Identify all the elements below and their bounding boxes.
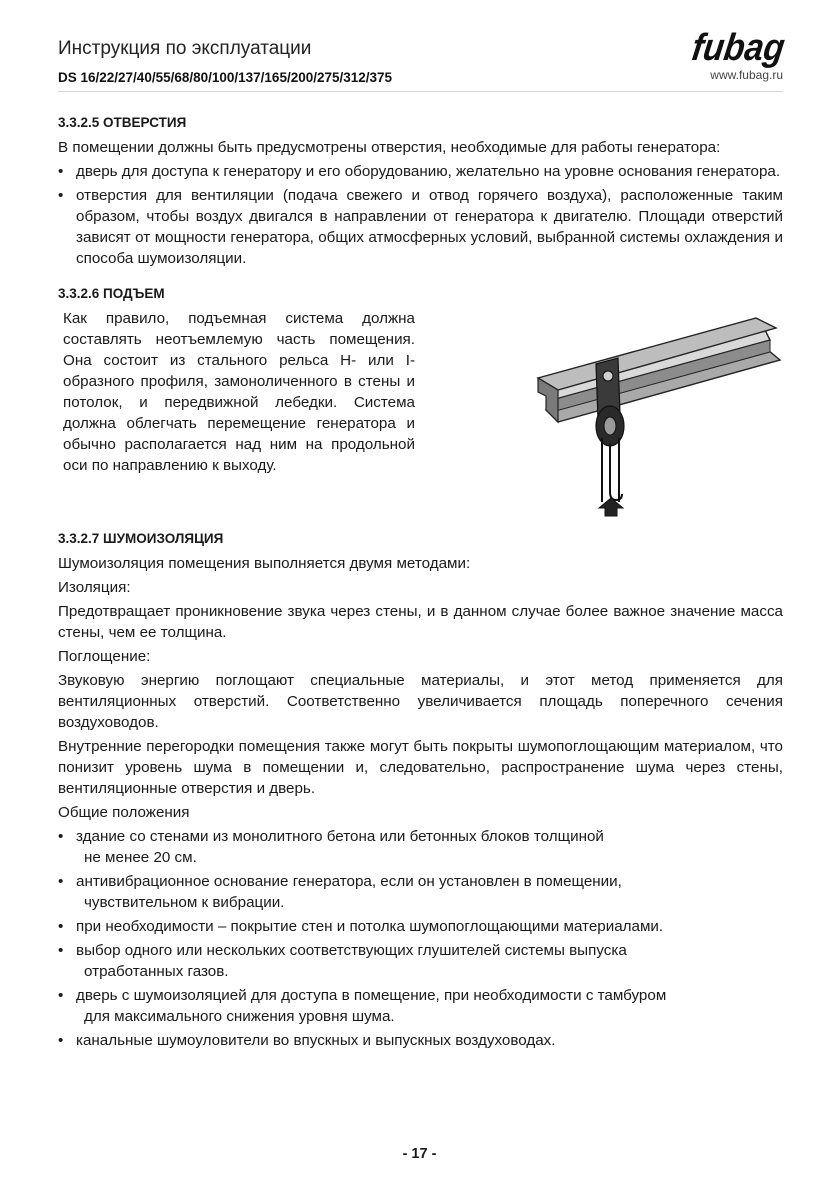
fubag-logo-text: fubag: [689, 26, 799, 69]
section-heading: 3.3.2.6 ПОДЪЕМ: [58, 286, 165, 301]
lift-description: [63, 308, 415, 479]
list-item-text: дверь для доступа к генератору и его оборудованию, желательно на уровне основания генератора.: [76, 163, 781, 180]
section-heading: 3.3.2.7 ШУМОИЗОЛЯЦИЯ: [58, 531, 224, 546]
list-item: [58, 1030, 783, 1051]
holes-list: [58, 161, 783, 269]
bullet: •: [58, 942, 64, 959]
section-holes: [58, 114, 783, 269]
general-list: [58, 826, 783, 1051]
list-item: [58, 985, 783, 1027]
website-url: www.fubag.ru: [710, 68, 783, 82]
subheading-absorption: Поглощение:: [58, 648, 151, 665]
model-list: DS 16/22/27/40/55/68/80/100/137/165/200/275/312/375: [58, 70, 393, 85]
bullet: •: [58, 918, 64, 935]
subheading-general: Общие положения: [58, 804, 190, 821]
hoist-rail-illustration: [480, 306, 780, 518]
paragraph: Предотвращает проникновение звука через стены, и в данном случае более важное значение масса стены, чем ее толщина.: [58, 603, 783, 641]
list-item: [58, 826, 783, 868]
paragraph: Как правило, подъемная система должна составлять неотъемлемую часть помещения. Она состоит из стального рельса Н- или I-образного профиля, замоноличенного в стены и потолок, и передвижной лебедки. Система должна облегчать перемещение генератора и обычно располагается над ним на продольной оси по направлению к выходу.: [63, 310, 415, 474]
list-item: [58, 871, 783, 913]
header-divider: [58, 91, 783, 92]
bullet: •: [58, 828, 64, 845]
paragraph: Внутренние перегородки помещения также могут быть покрыты шумопоглощающим материалом, что понизит уровень шума в помещении и, следовательно, распространение шума через стены, вентиляционные отверстия и дверь.: [58, 738, 783, 797]
list-item: [58, 185, 783, 269]
list-item-text: выбор одного или нескольких соответствующих глушителей системы выпуска: [76, 942, 627, 959]
list-item: [58, 940, 783, 982]
list-item-text: антивибрационное основание генератора, если он установлен в помещении,: [76, 873, 622, 890]
section-noise: [58, 530, 783, 1051]
main-content: [58, 114, 783, 1054]
bullet: •: [58, 873, 64, 890]
list-item-continuation: чувствительном к вибрации.: [84, 894, 285, 911]
page-number: - 17 -: [402, 1146, 437, 1162]
section-heading: 3.3.2.5 ОТВЕРСТИЯ: [58, 115, 187, 130]
list-item-continuation: для максимального снижения уровня шума.: [84, 1008, 395, 1025]
subheading-isolation: Изоляция:: [58, 579, 131, 596]
document-title: Инструкция по эксплуатации: [58, 38, 312, 59]
bullet: •: [58, 187, 64, 204]
bullet: •: [58, 1032, 64, 1049]
list-item-text: здание со стенами из монолитного бетона или бетонных блоков толщиной: [76, 828, 604, 845]
section-lift: [58, 285, 783, 516]
list-item-text: канальные шумоуловители во впускных и выпускных воздуховодах.: [76, 1032, 556, 1049]
paragraph: Звуковую энергию поглощают специальные материалы, и этот метод применяется для вентиляционных отверстий. Соответственно увеличивается площадь поперечного сечения воздуховодов.: [58, 672, 783, 731]
list-item-text: отверстия для вентиляции (подача свежего и отвод горячего воздуха), расположенные таким образом, чтобы воздух двигался в направлении от генератора к двигателю. Площади отверстий зависят от мощности генератора, общих атмосферных условий, выбранной системы охлаждения и способа шумоизоляции.: [76, 187, 783, 267]
list-item: [58, 916, 783, 937]
bullet: •: [58, 987, 64, 1004]
list-item-continuation: не менее 20 см.: [84, 849, 197, 866]
paragraph: В помещении должны быть предусмотрены отверстия, необходимые для работы генератора:: [58, 139, 721, 156]
bullet: •: [58, 163, 64, 180]
list-item: [58, 161, 783, 182]
list-item-text: дверь с шумоизоляцией для доступа в помещение, при необходимости с тамбуром: [76, 987, 667, 1004]
list-item-text: при необходимости – покрытие стен и потолка шумопоглощающими материалами.: [76, 918, 664, 935]
paragraph: Шумоизоляция помещения выполняется двумя методами:: [58, 555, 471, 572]
lift-block: [58, 308, 783, 516]
fubag-logo: [689, 22, 799, 69]
list-item-continuation: отработанных газов.: [84, 963, 229, 980]
